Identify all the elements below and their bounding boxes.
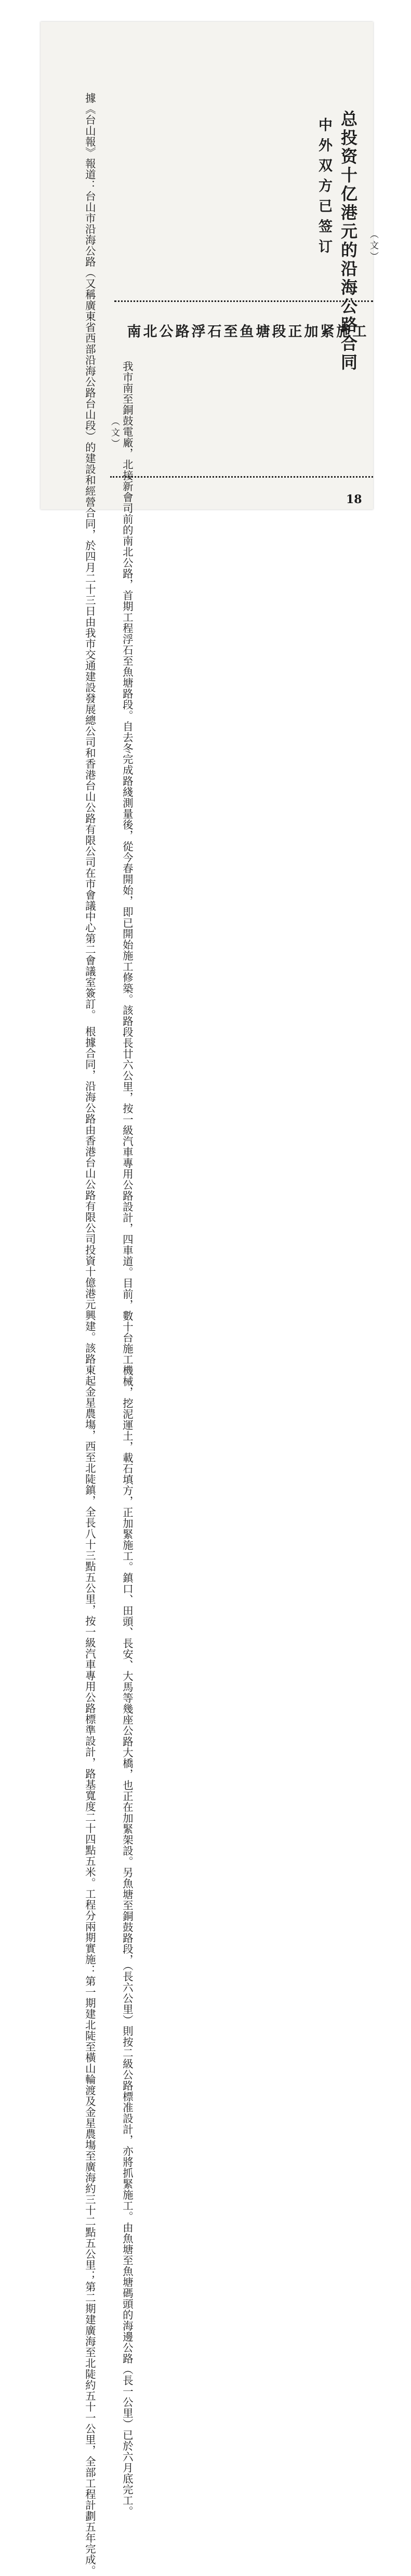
- article2-credit: （文）: [109, 417, 120, 450]
- dotted-divider-top: [114, 300, 373, 302]
- article1-subtitle: 中外双方已签订: [316, 117, 332, 259]
- article2-body: 我市南至銅鼓電廠，北接新會司前的南北公路，首期工程浮石至魚塘路段。自去冬完成路綫測量後，從今春開始，即已開始施工修築。該路段長廿六公里，按一級汽車專用公路設計，四車道。目前，數十台施工機械，挖泥運土，載石填方，正加緊施工。鎮口、田頭、長安、大馬等幾座公路大橋，也正在加緊架設。另魚塘至銅鼓路段，（長六公里）則按二級公路標准設計，亦將抓緊施工。由魚塘至魚塘碼頭的海邊公路（長一公里）已於六月底完工。: [121, 361, 134, 2517]
- article2-title: 南北公路浮石至鱼塘段正加紧施工: [127, 324, 369, 340]
- dotted-divider-bottom: [110, 476, 373, 478]
- article1-credit: （文）: [368, 230, 378, 262]
- page-number: 18: [346, 493, 362, 506]
- article1-title-text: 总投资十亿港元的沿海公路合同: [338, 110, 358, 372]
- article1-body: 據《台山報》報道：台山市沿海公路（又稱廣東省西部沿海公路台山段）的建設和經營合同，於四月二十三日由我市交通建設發展總公司和香港台山公路有限公司在市會議中心第二會議室簽訂。 根據合同，沿海公路由香港台山公路有限公司投資十億港元興建。該路東起金星農塲，西至北陡鎮，全長八十三點五公里，按一級汽車專用公路標準設計，路基寬度二十四點五米。工程分兩期實施：第一期建北陡至橫山輪渡及金星農塲至廣海約三十二點五公里；第二期建廣海至北陡約五十一公里，全部工程計劃五年完成。: [83, 93, 96, 2576]
- document-page: [41, 22, 378, 2576]
